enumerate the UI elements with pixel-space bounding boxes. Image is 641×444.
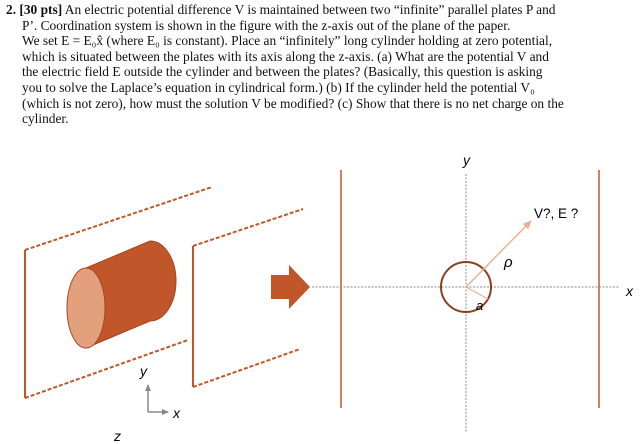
axis-z-label: z [114,428,121,444]
problem-line-8: cylinder. [22,111,69,127]
transition-arrow [271,265,310,309]
problem-line-3: We set E = E₀x̂ (where E₀ is constant). Place an “infinitely” long cylinder holding at zero potential, [22,33,553,49]
axis-triad [113,363,181,444]
radius-label: a [476,298,484,313]
cylinder [67,241,176,348]
problem-line-2: P’. Coordination system is shown in the figure with the z-axis out of the plane of the paper. [22,17,511,33]
problem-line-6: you to solve the Laplace’s equation in cylindrical form.) (b) If the cylinder held the potential V₀ [22,79,535,95]
field-label: V?, E ? [534,206,579,221]
axis-y-label: y [140,363,147,379]
right-y-label: y [463,152,470,168]
problem-number: 2. [6,2,17,17]
cross-section [312,152,634,432]
problem-text-1: An electric potential difference V is maintained between two “infinite” parallel plates P and [64,2,556,17]
problem-line-4: which is situated between the plates with its axis along the z-axis. (a) What are the potential V and [22,48,549,64]
problem-line-7: (which is not zero), how must the solution V be modified? (c) Show that there is no net charge on the [22,95,564,111]
rho-arrow [466,221,531,287]
problem-line-5: the electric field E outside the cylinder and between the plates? (Basically, this question is asking [22,64,543,80]
right-x-label: x [626,283,633,299]
axis-x-label: x [173,405,180,421]
problem-points: [30 pts] [19,2,63,17]
rho-label: ρ [504,254,513,271]
